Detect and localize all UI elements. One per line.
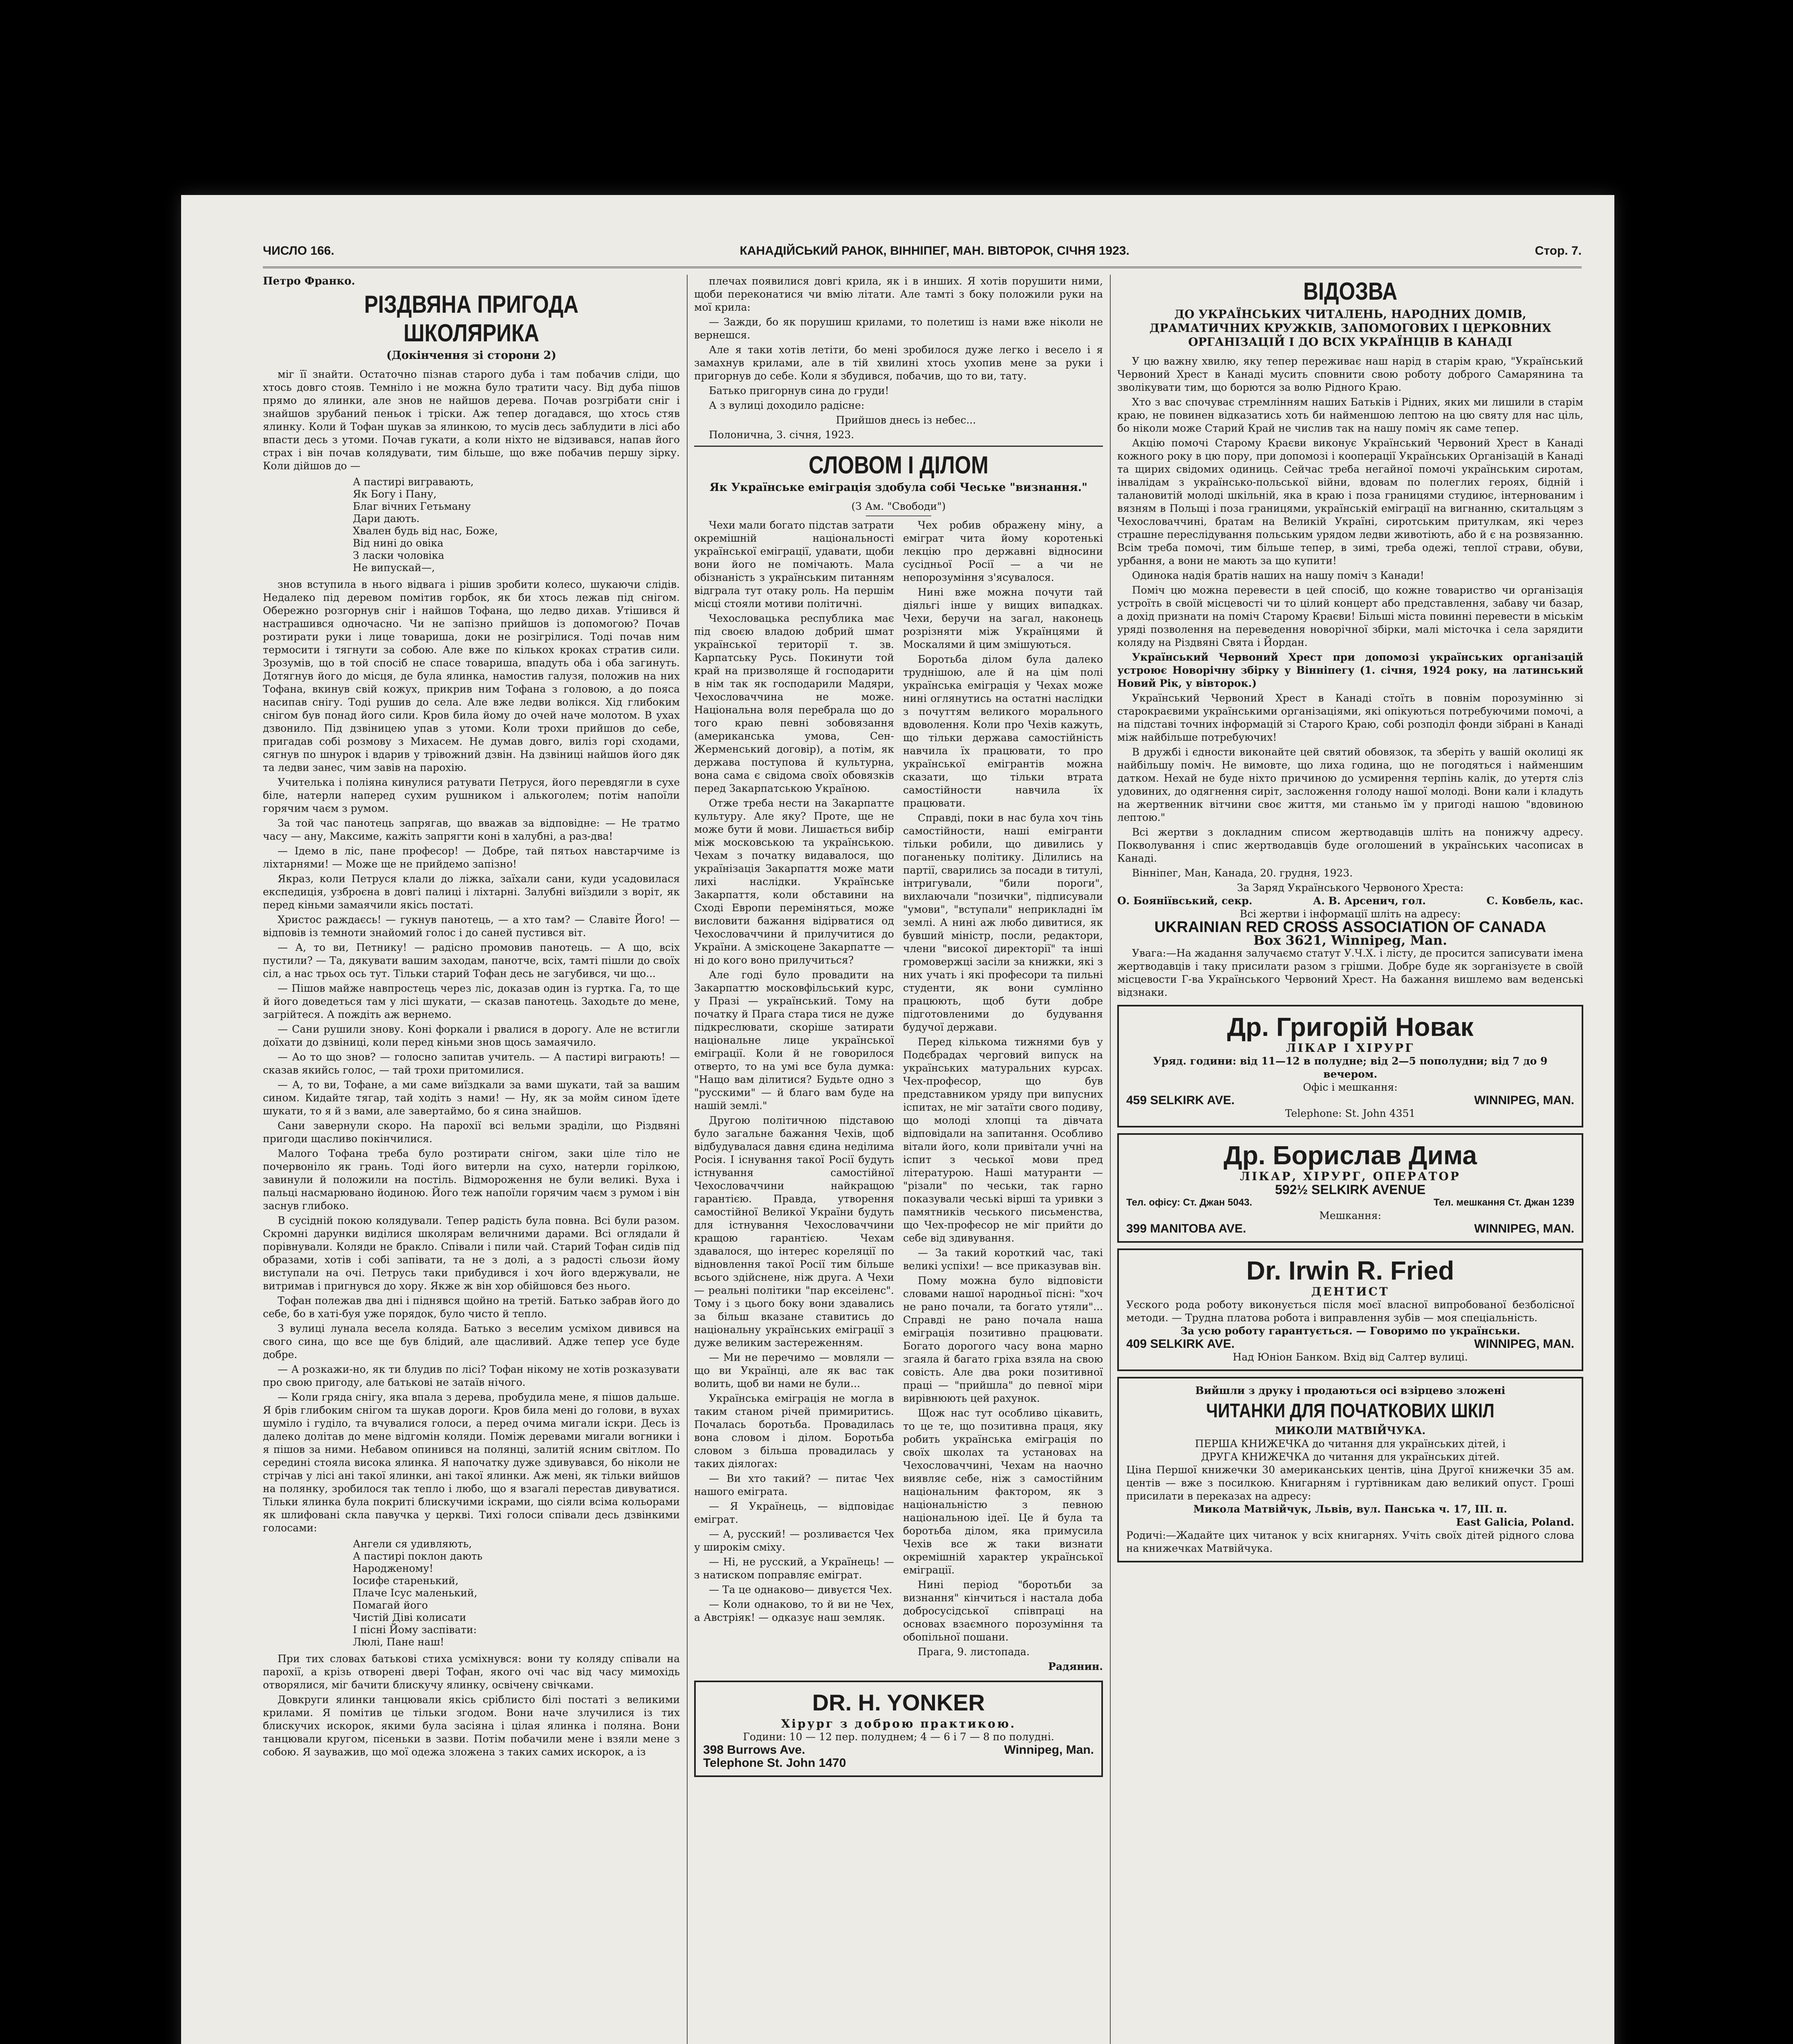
ad-novak bbox=[1117, 1005, 1583, 1127]
ad-yonker-role: Хірург з доброю практикою. bbox=[781, 1717, 1016, 1730]
ad-fried bbox=[1117, 1248, 1583, 1371]
ad-novak-phone: Telephone: St. John 4351 bbox=[1285, 1107, 1416, 1119]
ad-novak-address: 459 SELKIRK AVE. bbox=[1126, 1094, 1235, 1107]
appeal-paragraph: В дружбі і єдности виконайте цей святий обовязок, та зберіть у вашій околиці як найбільшу поміч. Не вимовте, що лиха година, що не погодяться і найменшим датком. Нехай не буде ніхто причиною до усмирення терпінь калік, до утертя сліз удовиних, до одягнення сиріт, засложення голоду нашої молоді. Вони кали і кладуть на жертвенник вітчини своє життя, ми станьмо їм у пригоді нашою "вдовиною лептою." bbox=[1117, 746, 1583, 823]
story-title: РІЗДВЯНА ПРИГОДА ШКОЛЯРИКА bbox=[364, 291, 579, 347]
article-left-column bbox=[694, 519, 894, 1675]
ad-dyma-phones bbox=[1126, 1196, 1574, 1209]
poem-line: З ласки чоловіка bbox=[353, 549, 444, 561]
poem-line: А пастирі вигравають, bbox=[353, 476, 474, 488]
ad-dyma-phone-office: Тел. офісу: Ст. Джан 5043. bbox=[1126, 1197, 1253, 1208]
poem-line: Народженому! bbox=[353, 1562, 433, 1574]
ad-dyma-role: ЛІКАР, ХІРУРГ, ОПЕРАТОР bbox=[1240, 1170, 1461, 1183]
article-paragraph: Але годі було провадити на Закарпаттю московфільський курс, у Празі — український. Тому на початку й Прага стара тися не дуже підкреслювати, скоріше затирати національне лице української еміграції. Коли й не говорилося отверто, то на умі все була думка: "Нащо вам ділитися? Будьте одно з "русскими" — й благо вам буде на нашій землі." bbox=[694, 969, 894, 1112]
article-paragraph: Другою політичною підставою було загальне бажання Чехів, щоб відбудувалася давня єдина неділима Росія. І існування такої Росії будуть істнування самостійної Чехословаччини найкращою гарантією. Правда, утворення самостійної Великої України будуть для істнування Чехословаччини кращою гарантією. Чехам здавалося, що інтерес кореляції по відновлення такої Росії тим більше всього здійснене, ніж друга. А Чехи — реальні політики "пар ексеіленс". Тому і з цього боку вони здавались за більш вказане ставитись до національну українських еміграції з дуже великим застереженням. bbox=[694, 1114, 894, 1349]
article-signature: Радянин. bbox=[1048, 1661, 1103, 1672]
signatory: А. В. Арсенич, гол. bbox=[1313, 895, 1426, 907]
story-paragraph: — Сани рушили знову. Коні форкали і рвалися в дорогу. Але не встигли доїхати до дзвіниці, коли перед кіньми знов щось замаячило. bbox=[263, 1023, 680, 1048]
story-paragraph: — Ідемо в ліс, пане професор! — Добре, тай пятьох навстарчиме із ліхтарнями! — Може ще не прийдемо запізно! bbox=[263, 845, 680, 870]
ad-dyma-address: 592½ SELKIRK AVENUE bbox=[1275, 1182, 1426, 1197]
story-end-paragraph: Але я таки хотів летіти, бо мені зробилося дуже легко і весело і я замахнув крилами, але в тій хвилині хтось ухопив мене за руки і пригорнув до себе. Коли я збудився, побачив, що то ви, тату. bbox=[694, 344, 1103, 382]
story-paragraph: міг її знайти. Остаточно пізнав старого дуба і там побачив сліди, що хтось довго стояв. Темніло і не можна було тратити часу. Від дуба пішов прямо до ялинки, але знов не найшов дерева. Почав розгрібати сніг і знайшов зрубаний пеньок і тріски. Аж тепер догадався, що хтось стяв ялинку. Коли й Тофан шукав за ялинкою, то мусів десь заблудити в лісі або впасти десь з утоми. Почав гукати, а коли ніхто не відзивався, напав його страх і він почав колядувати, тим більше, що вже побачив першу зірку. Коли дійшов до — bbox=[263, 368, 680, 472]
story-paragraph: — Коли гряда снігу, яка впала з дерева, пробудила мене, я пішов дальше. Я брів глибоким снігом та шукав дороги. Кров била мені до голови, в вухах шуміло і гуділо, та вчувалися голоси, а перед очима мигали іскри. Десь із далеко долітав до мене відгомін коляди. Поміж деревами мигали вогники і я пішов за ними. Небавом опинився на полянці, залитій ясним світлом. По середині стояла висока ялинка. Я напочатку дуже здивувався, бо ніколи не стрічав у лісі ані такої ялинки, ані такої ялинки. Аж мені, як тільки вийшов на полянку, зробилося так тепло і любо, що я взагалі перестав дивуватися. Тільки ялинка була покриті блискучими іскрами, що сіяли всіма кольорами як шлифовані скла павучка у церкві. Тихі голоси співали десь дзвінкими голосами: bbox=[263, 1391, 680, 1534]
article-body bbox=[694, 519, 1103, 1675]
section-rule bbox=[694, 446, 1103, 447]
story-paragraph: В сусідній покою колядували. Тепер радість була повна. Всі були разом. Скромні дарунки виділися школярам величними дарами. Всі оглядали й порівнували. Коляди не бракло. Співали і пили чай. Старий Тофан сидів під образами, хотів і собі запівати, та не з долі, а з радості сльози йому виступали на очі. Петрусь таки прибудився і хоч його вдержували, не витримав і пригнувся до хору. Якже ж він хор обійшовся без нього. bbox=[263, 1215, 680, 1292]
story-end-paragraph: А з вулиці доходило радісне: bbox=[709, 399, 865, 411]
story-paragraph: Сани завернули скоро. На парохії всі вельми зраділи, що Різдвяні пригоди щасливо покінчилися. bbox=[263, 1120, 680, 1145]
story-poem-1 bbox=[353, 476, 680, 574]
story-paragraph: — Ао то що знов? — голосно запитав учитель. — А пастирі виграють! — сказав якийсь голос, — тай трохи притомилися. bbox=[263, 1051, 680, 1076]
story-end-paragraph: плечах появилися довгі крила, як і в инших. Я хотів порушити ними, щоби переконатися чи вмію літати. Але тамті з боку положили руки на мої крила: bbox=[694, 275, 1103, 313]
poem-line: Не випускай—, bbox=[353, 562, 435, 574]
appeal-paragraph: Поміч цю можна перевести в цей спосіб, що кожне товариство чи організація устроїть в своїй місцевості чи то цілий концерт або представлення, забаву чи базар, а дохід признати на поміч Старому Краєви! Більші міста повинні перевести в міськім уряді позволення на переведення новорічної збірки, малі місточка і села зарядити коляду на Різдвяні Свята і Йордан. bbox=[1117, 584, 1583, 648]
appeal-paragraph: Всі жертви з докладним списом жертводавців шліть на понижчу адресу. Покволування і спис жертводавців буде оголошений в українських часописах в Канаді. bbox=[1117, 826, 1583, 864]
ad-dyma bbox=[1117, 1133, 1583, 1243]
ad-dyma-home-row bbox=[1126, 1222, 1574, 1235]
ad-dyma-home-label: Мешкання: bbox=[1319, 1210, 1381, 1221]
poem-line: Від нині до овіка bbox=[353, 537, 444, 549]
story-paragraph: З вулиці лунала весела коляда. Батько з веселим усміхом дивився на свого сина, що все ще був блідий, але щасливий. Адже тепер усе буде добре. bbox=[263, 1322, 680, 1360]
article-paragraph: Пому можна було відповісти словами нашої народньої пісні: "хоч не рано почали, та богато утяли"... Справді не рано почала наша еміграція позитивно працювати. Богато дорогого часу вона марно згаяла й багато гріха взяла на свою совість. Але два роки позитивної праці — "прийшла" до певної міри вирівнюють цей рахунок. bbox=[903, 1275, 1103, 1404]
ad-books-line2: ДРУГА КНИЖЕЧКА до читання для українських дітей. bbox=[1201, 1451, 1500, 1463]
story-paragraph: — А, то ви, Тофане, а ми саме виїздкали за вами шукати, тай за вашим сином. Кидайте тягар, тай ходіть з нами! — Ну, як за мойм сином їдете шукати, то я й з вами, але завертаймо, бо я сина знайшов. bbox=[263, 1079, 680, 1117]
ad-books-address2: East Galicia, Poland. bbox=[1456, 1516, 1574, 1528]
ad-fried-address-row bbox=[1126, 1338, 1574, 1351]
ad-fried-text: Уєского рода роботу виконується після моєї власної випробованої безболісної методи. — Трудна платова робота і виправлення зубів — моя спеціальність. bbox=[1126, 1299, 1574, 1324]
poem-line: Благ вічних Гетьману bbox=[353, 500, 471, 512]
middle-column bbox=[694, 275, 1103, 1783]
ad-yonker-name: DR. H. YONKER bbox=[812, 1690, 985, 1715]
appeal-board: За Заряд Українського Червоного Хреста: bbox=[1237, 882, 1464, 894]
page-header bbox=[263, 244, 1582, 264]
article-paragraph: — Я Українець, — відповідає еміграт. bbox=[694, 1500, 894, 1525]
masthead-date: КАНАДІЙСЬКИЙ РАНОК, ВІННІПЕГ, МАН. ВІВТОРОК, СІЧНЯ 1923. bbox=[740, 244, 1130, 258]
story-paragraph: Довкруги ялинки танцювали якісь сріблисто білі постаті з великими крилами. Я помітив це тільки згодом. Вони наче злучилися із тих блискучих искорок, якими була засіяна і цілая ялинка і поляна. Вони танцювали кругом, пісеньки в зазви. Потім побачили мене і взяли мене з собою. Я зауважив, що мої одежа зложена з таких самих искорок, а із bbox=[263, 1694, 680, 1758]
ad-fried-landmark: Над Юніон Банком. Вхід від Салтер вулиці. bbox=[1233, 1351, 1468, 1363]
article-paragraph: Щож нас тут особливо цікавить, то це те, що позитивна праця, яку робить українська еміграція по своїх школах та установах на Чехословаччині, Чехам на наочно виявляє себе, ніж з самостійним національним фактором, як з національністю з певною національною ідеї. Це й була та боротьба ділом, яка примусила Чехів все ж таки визнати окремішній характер української еміграції. bbox=[903, 1407, 1103, 1576]
appeal-paragraph: У цю важну хвилю, яку тепер переживає наш нарід в старім краю, "Український Червоний Хрест в Канаді мусить сповнити свою роботу доброго Самарянина та зволікувати тим, що борются за волю Рідного Краю. bbox=[1117, 355, 1583, 393]
story-dateline: Полонична, 3. січня, 1923. bbox=[709, 429, 854, 441]
column-divider bbox=[687, 275, 688, 2044]
signatory: С. Ковбель, кас. bbox=[1486, 895, 1583, 907]
ad-yonker-address-row bbox=[703, 1744, 1094, 1757]
poem-line: І пісні Йому заспівати: bbox=[353, 1624, 477, 1636]
poem-line: Чистій Діві колисати bbox=[353, 1611, 466, 1623]
poem-line: Ангели ся удивляють, bbox=[353, 1538, 472, 1550]
article-paragraph: Чехи мали богато підстав затрати окремішній національності української еміграції, удавати, щоби вони його не помічають. Мала обізнаність з українським питанням відграла тут отаку роль. На першім місці стояли мотиви політичні. bbox=[694, 519, 894, 610]
ad-yonker bbox=[694, 1681, 1103, 1777]
story-paragraph: Якраз, коли Петруся клали до ліжка, заїхали сани, куди усадовилася експедиція, узброєна в довгі палиці і ліхтарні. Залубні виїздили з воріт, як перед кіньми замаячили якісь постаті. bbox=[263, 873, 680, 911]
story-paragraph: При тих словах батькові стиха усміхнувся: вони ту коляду співали на парохії, а крізь отворені двері Тофан, якого очі час від часу мимохідь отворялися, міг бачити блискучу ялинку, освічену свічками. bbox=[263, 1653, 680, 1691]
article-paragraph: — Коли однаково, то й ви не Чех, а Австріяк! — одказує наш земляк. bbox=[694, 1598, 894, 1623]
article-paragraph: — Ми не перечимо — мовляли — що ви Українці, але як вас так волить, щоб ви нами не були... bbox=[694, 1351, 894, 1390]
column-divider bbox=[1110, 275, 1111, 2044]
article-rule bbox=[866, 515, 931, 516]
article-title: СЛОВОМ І ДІЛОМ bbox=[809, 451, 988, 479]
story-paragraph: — А розкажи-но, як ти блудив по лісі? Тофан нікому не хотів розказувати про свою пригоду, але батькові не затаїв нічого. bbox=[263, 1363, 680, 1388]
article-paragraph: — А, русский! — розливаєтся Чех у широкім сміху. bbox=[694, 1528, 894, 1553]
story-poem-2 bbox=[353, 1538, 680, 1648]
story-paragraph: — Пішов майже навпростець через ліс, доказав один із гуртка. Га, то ще й його доведеться там у лісі шукати, — сказав панотець. Заходьте до мене, загрійтеся. А пождіть аж вернемо. bbox=[263, 982, 680, 1020]
poem-line: Плаче Ісус маленький, bbox=[353, 1587, 477, 1599]
ad-dyma-phone-home: Тел. мешкання Ст. Джан 1239 bbox=[1433, 1197, 1574, 1208]
article-paragraph: Справді, поки в нас була хоч тінь самостійности, наші емігранти тільки робили, що дивились у поганеньку політику. Ділились на партії, сварились за посади в титулі, інтригували, "били пороги", вихлаючали "позички", підписували "умови", "вступали" неприкладні їм землі. А нині аж любо дивитися, як бувший міністр, посли, редактори, члени "високої директорії" та інші громовержці засіли за книжки, які з них учать і які професори та пильні студенти, як вони сумлінно працюють, щоб бути добре підготовленими до будування будучої держави. bbox=[903, 812, 1103, 1033]
ad-dyma-name: Др. Борислав Дима bbox=[1224, 1141, 1477, 1170]
ad-books bbox=[1117, 1377, 1583, 1562]
ad-yonker-city: Winnipeg, Man. bbox=[1004, 1743, 1094, 1757]
story-end-paragraph: Батько пригорнув сина до груди! bbox=[709, 385, 889, 397]
page-number: Стор. 7. bbox=[1535, 244, 1582, 258]
ad-books-price: Ціна Першої книжечки 30 американських центів, ціна Другої книжечки 35 ам. центів — вже з посилкою. Книгарням і гуртівникам даю великий опуст. Гроші присилати в переказах на адресу: bbox=[1126, 1464, 1574, 1502]
story-paragraph: Христос раждаєсь! — гукнув панотець, — а хто там? — Славіте Його! — відповів із темноти знайомий голос і до саней пустився віт. bbox=[263, 914, 680, 939]
ad-books-intro: Вийшли з друку і продаються осі взірцево зложені bbox=[1195, 1385, 1506, 1396]
appeal-paragraph: Український Червоний Хрест в Канаді стоїть в повнім порозумінню зі старокраєвими українськими організаціями, які опікуються потребуючими помочі, а на підставі точних інформацій зі Старого Краю, собі розподіл фонди зібрані в Канаді між найбільше потребуючих! bbox=[1117, 692, 1583, 743]
appeal-signatories bbox=[1117, 894, 1583, 908]
story-column bbox=[263, 275, 680, 1760]
ad-dyma-home-address: 399 MANITOBA AVE. bbox=[1126, 1222, 1246, 1235]
ad-fried-city: WINNIPEG, MAN. bbox=[1474, 1337, 1574, 1351]
poem-line: Як Богу і Пану, bbox=[353, 488, 437, 500]
ad-dyma-city: WINNIPEG, MAN. bbox=[1474, 1222, 1574, 1235]
appeal-paragraph: Хто з вас спочуває стремлінням наших Батьків і Рідних, яких ми лишили в старім краю, не повинен відказатись хоть би найменшою лептою на цю святу для нас ціль, бо ніколи може Старий Край не числив так на нашу поміч як саме тепер. bbox=[1117, 396, 1583, 434]
ad-novak-city: WINNIPEG, MAN. bbox=[1474, 1094, 1574, 1107]
story-continuation: (Докінчення зі сторони 2) bbox=[386, 349, 556, 362]
poem-line: Люлі, Пане наш! bbox=[353, 1636, 444, 1648]
ad-novak-office: Офіс і мешкання: bbox=[1303, 1081, 1398, 1093]
article-dateline: Прага, 9. листопада. bbox=[918, 1646, 1030, 1658]
story-end-paragraph: — Зажди, бо як порушиш крилами, то полетиш із нами вже ніколи не вернешся. bbox=[694, 316, 1103, 341]
ad-books-footer: Родичі:—Жадайте цих читанок у всіх книгарнях. Учіть своїх дітей рідного слова на книжечках Матвійчука. bbox=[1126, 1529, 1574, 1554]
ad-yonker-address: 398 Burrows Ave. bbox=[703, 1743, 805, 1757]
appeal-subtitle: ДО УКРАЇНСЬКИХ ЧИТАЛЕНЬ, НАРОДНИХ ДОМІВ, ДРАМАТИЧНИХ КРУЖКІВ, ЗАПОМОГОВИХ І ЦЕРКОВНИХ ОРГАНІЗАЦІЙ І ДО ВСІХ УКРАЇНЦІВ В КАНАДІ bbox=[1149, 307, 1551, 349]
story-author: Петро Франко. bbox=[263, 275, 355, 287]
ad-books-address1: Микола Матвійчук, Львів, вул. Панська ч. 17, III. п. bbox=[1193, 1503, 1507, 1515]
story-paragraph: За той час панотець запрягав, що вважав за відповідне: — Не тратмо часу — ану, Максиме, кажіть запрягти коні в халубні, а раз-два! bbox=[263, 817, 680, 842]
ad-fried-role: ДЕНТИСТ bbox=[1311, 1285, 1390, 1298]
right-column bbox=[1117, 275, 1583, 1568]
article-paragraph: — Ні, не русский, а Українець! — з натиском поправляє еміграт. bbox=[694, 1556, 894, 1581]
article-paragraph: Перед кількома тижнями був у Подєбрадах черговий випуск на українських матуральних курсах. Чех-професор, що був представником уряду при випусних іспитах, не міг затаїти свого подиву, що молоді хлопці та дівчата відповідали на запитання. Особливо вітали його, коли привітали учні на іспит з чеської мови пред літературою. Наші матуранти — "різали" по чеськи, так гарно показували чеські вірші та уривки з памятників чеського письменства, що Чех-професор не міг прийти до себе від здивування. bbox=[903, 1036, 1103, 1244]
poem-line: Дари дають. bbox=[353, 513, 420, 524]
red-cross-org: UKRAINIAN RED CROSS ASSOCIATION OF CANADA bbox=[1154, 919, 1546, 936]
ad-books-author: МИКОЛИ МАТВІЙЧУКА. bbox=[1275, 1425, 1426, 1437]
poem-line: Хвален будь від нас, Боже, bbox=[353, 525, 498, 537]
red-cross-box: Box 3621, Winnipeg, Man. bbox=[1253, 932, 1448, 948]
story-paragraph: знов вступила в нього відвага і рішив зробити колесо, шукаючи слідів. Недалеко під деревом помітив горбок, як би хтось лежав під снігом. Обережно розгорнув сніг і найшов Тофана, що ледво дихав. Утішився й настрашився одночасно. Чи не запізно прийшов із допомогою? Почав розтирати руки і лице товариша, доки не розігрілися. Тоді почав ним термосити і тягнути за собою. Але вже по кількох кроках стратив сили. Зрозумів, що в той спосіб не спасе товариша, впадуть оба і оба загинуть. Дотягнув його до місця, де була ялинка, намостив галузя, положив на них Тофана, вкинув свій кожух, прикрив ним Тофана з головою, а до пояса насипав снігу. Тоді рушив до села. Але вже ледви волікся. Хід глибоким снігом був понад його сили. Кров била йому до очей наче молотом. В ухах дзвонило. Під дзвіницею упав з утоми. Коли трохи прийшов до себе, пригадав собі розмову з Михасем. Не думав довго, виліз горі сходами, сягнув по шнурок і вдарив у трівожний дзвін. На дзвіниці найшов його дяк та ледви занес, чим завів на парохію. bbox=[263, 578, 680, 773]
appeal-address-note: Всі жертви і інформації шліть на адресу: bbox=[1239, 908, 1461, 920]
appeal-paragraph: Український Червоний Хрест при допомозі українських організацій устроює Новорічну збірку у Вінніпегу (1. січня, 1924 року, на латинський Новий Рік, у вівторок.) bbox=[1117, 651, 1583, 689]
ad-books-line1: ПЕРША КНИЖЕЧКА до читання для українських дітей, і bbox=[1195, 1438, 1506, 1450]
ad-novak-hours: Уряд. години: від 11—12 в полудне; від 2—5 пополудни; від 7 до 9 вечером. bbox=[1153, 1055, 1548, 1080]
ad-novak-address-row bbox=[1126, 1094, 1574, 1107]
article-paragraph: Українська еміграція не могла в таким станом річей примиритись. Почалась боротьба. Провадилась вона словом і ділом. Боротьба словом з більша провадилась у таких діялогах: bbox=[694, 1392, 894, 1470]
ad-fried-guarantee: За усю роботу гарантується. — Говоримо по українськи. bbox=[1180, 1325, 1520, 1337]
story-paragraph: Тофан полежав два дні і піднявся щойно на третій. Батько забрав його до себе, бо в хаті-буя уже порядок, було чисто й тепло. bbox=[263, 1295, 680, 1320]
story-paragraph: Учителька і поліяна кинулися ратувати Петруся, його перевдягли в сухе біле, натерли наперед сухим рушником і алькоголем; потім напоїли горячим чаєм з румом. bbox=[263, 776, 680, 814]
signatory: О. Бояніївський, секр. bbox=[1117, 895, 1253, 907]
article-source: (З Ам. "Свободи") bbox=[851, 500, 946, 512]
appeal-title: ВІДОЗВА bbox=[1303, 278, 1398, 305]
appeal-date: Вінніпег, Ман, Канада, 20. грудня, 1923. bbox=[1132, 867, 1353, 879]
article-paragraph: Боротьба ділом була далеко труднішою, але й на цім полі українська еміграція у Чехах може нині оглянутись на остатні наслідки з почуттям великого морального вдоволення. Коли про Чехів кажуть, що тільки держава самостійність навчила їх працювати, то про української емігрантів можна сказати, що тільки втрата самостійности навчила їх працювати. bbox=[903, 653, 1103, 809]
appeal-paragraph: Одинока надія братів наших на нашу поміч з Канади! bbox=[1132, 569, 1424, 581]
article-subtitle: Як Українське еміграція здобула собі Чеське "визнання." bbox=[709, 481, 1088, 494]
poem-line: Помагай його bbox=[353, 1599, 428, 1611]
article-paragraph: — За такий короткий час, такі великі успіхи! — все приказував він. bbox=[903, 1247, 1103, 1272]
header-rule bbox=[263, 267, 1582, 268]
poem-line: Іосифе старенький, bbox=[353, 1575, 459, 1587]
article-paragraph: Чех робив ображену міну, а еміграт чита йому коротенькі лекцію про державні відносини сусідньої Росії — а чи не непорозуміння з'ясувалося. bbox=[903, 519, 1103, 583]
article-paragraph: Нині період "боротьби за визнання" кінчиться і настала доба добросусідської співпраці на основах взаємного порозуміння та обопільної пошани. bbox=[903, 1579, 1103, 1643]
appeal-paragraph: Акцію помочі Старому Краєви виконує Український Червоний Хрест в Канаді кожного року в цю пору, при допомозі і кооперації Українських Організацій в Канаді та щирих свідомих одиниць. Сейчас треба негайної помочі українським сиротам, інвалідам з українсько-польської війни, вдовам по полеглих героях, бідній і талановитій молоді шкільній, яка в краю і поза границями студиює, інтернованим і вязням в Польщі і поза границями, українській еміграції на вигнанню, скитальцям з Чехословаччині, братам на Великій Україні, сиротським притулкам, які через страшне переслідування польським урядом ледви животіють, або й є на розвязанню. Всім треба помочі, тим більше тепер, в зимі, треба одежі, теплої страви, обуви, урбання, а вони не мають за що купити! bbox=[1117, 437, 1583, 567]
ad-fried-name: Dr. Irwin R. Fried bbox=[1246, 1256, 1455, 1285]
article-paragraph: Отже треба нести на Закарпатте культуру. Але яку? Проте, ще не може бути й мови. Лишається вибір між московською та українською. Чехам з початку видавалося, що українізація Закарпаття може мати лихі наслідки. Українське Закарпаття, коли обставини на Сході Европи переміняться, може висловити бажання відірватися од Чехословаччини й прилучитися до України. А зміскоцене Закарпатте — ні до кого воно прилучиться? bbox=[694, 797, 894, 966]
ad-novak-name: Др. Григорій Новак bbox=[1227, 1012, 1474, 1042]
article-right-column bbox=[903, 519, 1103, 1675]
article-paragraph: — Та це однаково— дивуєтся Чех. bbox=[709, 1584, 892, 1596]
article-paragraph: Чехословацька республика має під своєю владою добрий шмат української території т. зв. Карпатську Русь. Покинути той край на призволяще й господарити в нім так як господарили Мадяри, Чехословаччина не може. Національна воля перебрала що до того краю певні зобовязання (американська умова, Сен-Жерменський договір), а потім, як держава поступова й культурна, вона сама є свідома своїх обовязків перед Закарпатською Україною. bbox=[694, 612, 894, 794]
story-paragraph: — А, то ви, Петнику! — радісно промовив панотець. — А що, всіх пустили? — Та, дякувати вашим заходам, панотче, всіх, тамті пішли до своїх сіл, а нас трьох ось тут. Тільки старий Тофан десь не загубився, чи що... bbox=[263, 941, 680, 979]
article-paragraph: Нині вже можна почути тай діяльгі інше у вищих випадках. Чехи, беручи на загал, наконець розрізняти між Українцями й Москалями й цим змішуються. bbox=[903, 586, 1103, 650]
story-paragraph: Малого Тофана треба було розтирати снігом, заки ціле тіло не почервоніло як грань. Тоді його витерли на сухо, натерли горілкою, завинули й положили на постіль. Відмороження не були великі. Вуха і пальці насмарювано йодиною. Його теж напоїли горячим чаєм з румом і він заснув глибоко. bbox=[263, 1148, 680, 1212]
issue-number: ЧИСЛО 166. bbox=[263, 244, 334, 258]
ad-novak-role: ЛІКАР І ХІРУРГ bbox=[1286, 1041, 1415, 1055]
article-paragraph: — Ви хто такий? — питає Чех нашого еміграта. bbox=[694, 1472, 894, 1497]
ad-books-title: ЧИТАНКИ ДЛЯ ПОЧАТКОВИХ ШКІЛ bbox=[1206, 1400, 1495, 1422]
ad-yonker-phone: Telephone St. John 1470 bbox=[703, 1756, 846, 1770]
story-end-paragraph: Прийшов днесь із небес... bbox=[836, 414, 976, 426]
poem-line: А пастирі поклон дають bbox=[353, 1550, 483, 1562]
appeal-note: Увага:—На жадання залучаємо статут У.Ч.Х. і лісту, де просится записувати імена жертводавців і таку присилати разом з грішми. Добре буде як зорганізуєте в своїй місцевости Г-ва Українського Червоний Хрест. На бажання вишлемо вам веденські відзнаки. bbox=[1117, 947, 1583, 998]
ad-yonker-hours: Години: 10 — 12 пер. полуднем; 4 — 6 і 7 — 8 по полудні. bbox=[743, 1731, 1054, 1743]
ad-fried-address: 409 SELKIRK AVE. bbox=[1126, 1337, 1235, 1351]
newspaper-page bbox=[181, 195, 1614, 2044]
ad-yonker-phone-row bbox=[703, 1757, 1094, 1770]
